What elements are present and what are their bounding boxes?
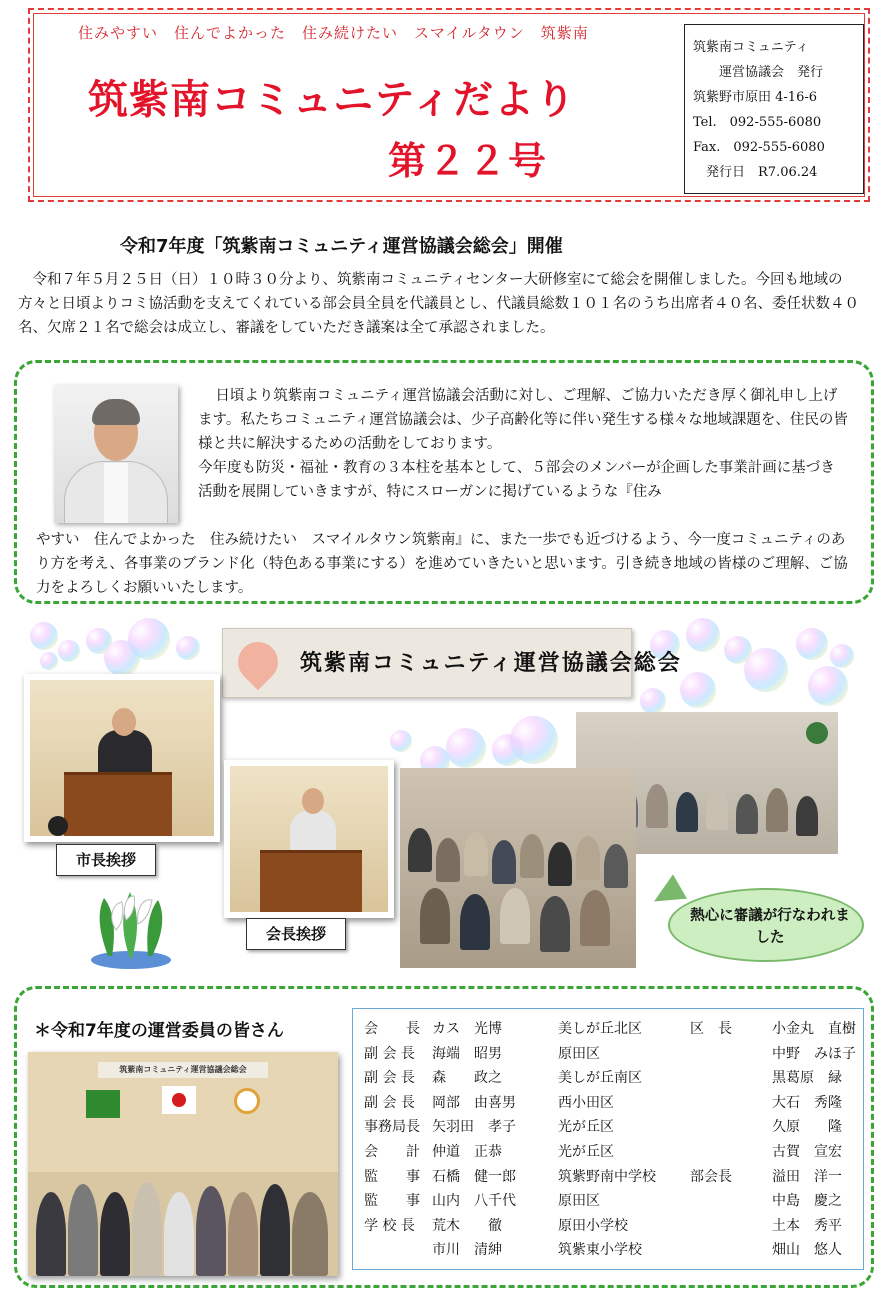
roster-name2: 畑山 悠人 xyxy=(772,1242,842,1259)
president-photo xyxy=(54,385,178,523)
publisher-line: 筑紫南コミュニティ xyxy=(693,40,809,55)
publisher-address: 筑紫野市原田 4-16-6 xyxy=(693,90,818,105)
roster-name2: 中島 慶之 xyxy=(772,1193,842,1210)
roster-area: 光が丘区 xyxy=(558,1119,614,1136)
article-heading: 令和7年度「筑紫南コミュニティ運営協議会総会」開催 xyxy=(120,236,563,257)
publish-date: 発行日 R7.06.24 xyxy=(693,165,818,180)
message-paragraph-3: やすい 住んでよかった 住み続けたい スマイルタウン筑紫南』に、また一歩でも近づけるよう、今一度コミュニティのあり方を考え、各事業のブランド化（特色ある事業にする）を進めていきたいと思います。引き続き地域の皆様のご理解、ご協力をよろしくお願いいたします。 xyxy=(36,532,848,596)
roster-name: 石橋 健一郎 xyxy=(432,1168,516,1185)
chairman-greeting-label: 会長挨拶 xyxy=(246,918,346,950)
publisher-info xyxy=(684,24,864,194)
publisher-tel: Tel. 092-555-6080 xyxy=(693,115,822,130)
message-paragraph-1: 日頃より筑紫南コミュニティ運営協議会活動に対し、ご理解、ご協力いただき厚く御礼申し上げます。私たちコミュニティ運営協議会は、少子高齢化等に伴い発生する様々な地域課題を、住民の皆様と共に解決するための活動をしております。 xyxy=(198,388,848,452)
roster-name2: 黒葛原 緑 xyxy=(772,1070,842,1087)
article-body: 令和７年５月２５日（日）１０時３０分より、筑紫南コミュニティセンター大研修室にて総会を開催しました。今回も地域の方々と日頃よりコミ協活動を支えてくれている部会員全員を代議員とし、代議員総数１０１名のうち出席者４０名、委任状数４０名、欠席２１名で総会は成立し、審議をしていただき議案は全て承認されました。 xyxy=(18,272,859,336)
slogan: 住みやすい 住んでよかった 住み続けたい スマイルタウン 筑紫南 xyxy=(78,24,589,42)
roster-area: 美しが丘南区 xyxy=(558,1070,642,1087)
roster-role: 会 長 xyxy=(364,1021,420,1037)
message-paragraph-2: 今年度も防災・福祉・教育の３本柱を基本として、５部会のメンバーが企画した事業計画に基づき活動を展開していきますが、特にスローガンに掲げているような『住み xyxy=(198,460,835,500)
roster-name2: 小金丸 直樹 xyxy=(772,1021,856,1037)
roster-role: 事務局長 xyxy=(364,1119,420,1136)
roster-name: 矢羽田 孝子 xyxy=(432,1119,516,1136)
roster-name: 岡部 由喜男 xyxy=(432,1094,516,1111)
callout-text: 熱心に審議が行なわれました xyxy=(690,908,850,946)
roster-role: 副 会 長 xyxy=(364,1070,415,1087)
roster-name2: 中野 みほ子 xyxy=(772,1045,856,1062)
roster-role: 監 事 xyxy=(364,1193,420,1210)
roster-area: 光が丘区 xyxy=(558,1144,614,1160)
banner-title: 筑紫南コミュニティ運営協議会総会 xyxy=(300,650,682,676)
chairman-greeting-photo xyxy=(224,760,394,918)
roster-area: 筑紫野南中学校 xyxy=(558,1168,656,1185)
roster-area: 原田小学校 xyxy=(558,1217,628,1234)
roster-name2: 久原 隆 xyxy=(772,1119,842,1136)
roster-name: 仲道 正恭 xyxy=(432,1144,502,1160)
audience-photo xyxy=(400,768,636,968)
roster-name2: 古賀 宣宏 xyxy=(772,1144,842,1160)
roster-role: 副 会 長 xyxy=(364,1094,415,1111)
roster-name: カス 光博 xyxy=(432,1021,502,1037)
issue-number: 第２２号 xyxy=(388,139,549,183)
committee-heading: ＊令和7年度の運営委員の皆さん xyxy=(34,1021,284,1041)
roster-role: 会 計 xyxy=(364,1144,420,1160)
roster-name: 荒木 徹 xyxy=(432,1217,502,1234)
roster-name: 森 政之 xyxy=(432,1070,502,1087)
roster-name2: 大石 秀隆 xyxy=(772,1094,842,1111)
publisher-line: 運営協議会 発行 xyxy=(693,65,824,80)
roster-name2: 土本 秀平 xyxy=(772,1217,842,1234)
roster-area: 美しが丘北区 xyxy=(558,1021,642,1037)
roster-name: 市川 清紳 xyxy=(432,1242,502,1259)
committee-group-photo xyxy=(28,1052,338,1276)
roster-role2: 区 長 xyxy=(690,1021,732,1037)
roster-name: 海端 昭男 xyxy=(432,1045,502,1062)
roster-name2: 溢田 洋一 xyxy=(772,1168,842,1185)
newsletter-title: 筑紫南コミュニティだより xyxy=(88,77,576,123)
roster-role: 学 校 長 xyxy=(364,1217,415,1234)
roster-area: 原田区 xyxy=(558,1045,600,1062)
roster-role2: 部会長 xyxy=(690,1168,732,1185)
publisher-fax: Fax. 092-555-6080 xyxy=(693,140,825,155)
roster-name: 山内 八千代 xyxy=(432,1193,516,1210)
group-photo-banner: 筑紫南コミュニティ運営協議会総会 xyxy=(98,1062,268,1078)
roster-role: 監 事 xyxy=(364,1168,420,1185)
lily-icon xyxy=(86,884,176,970)
roster-area: 原田区 xyxy=(558,1193,600,1210)
mayor-greeting-label: 市長挨拶 xyxy=(56,844,156,876)
mayor-greeting-photo xyxy=(24,674,220,842)
roster-role: 副 会 長 xyxy=(364,1045,415,1062)
roster-area: 西小田区 xyxy=(558,1094,614,1111)
roster-area: 筑紫東小学校 xyxy=(558,1242,642,1259)
